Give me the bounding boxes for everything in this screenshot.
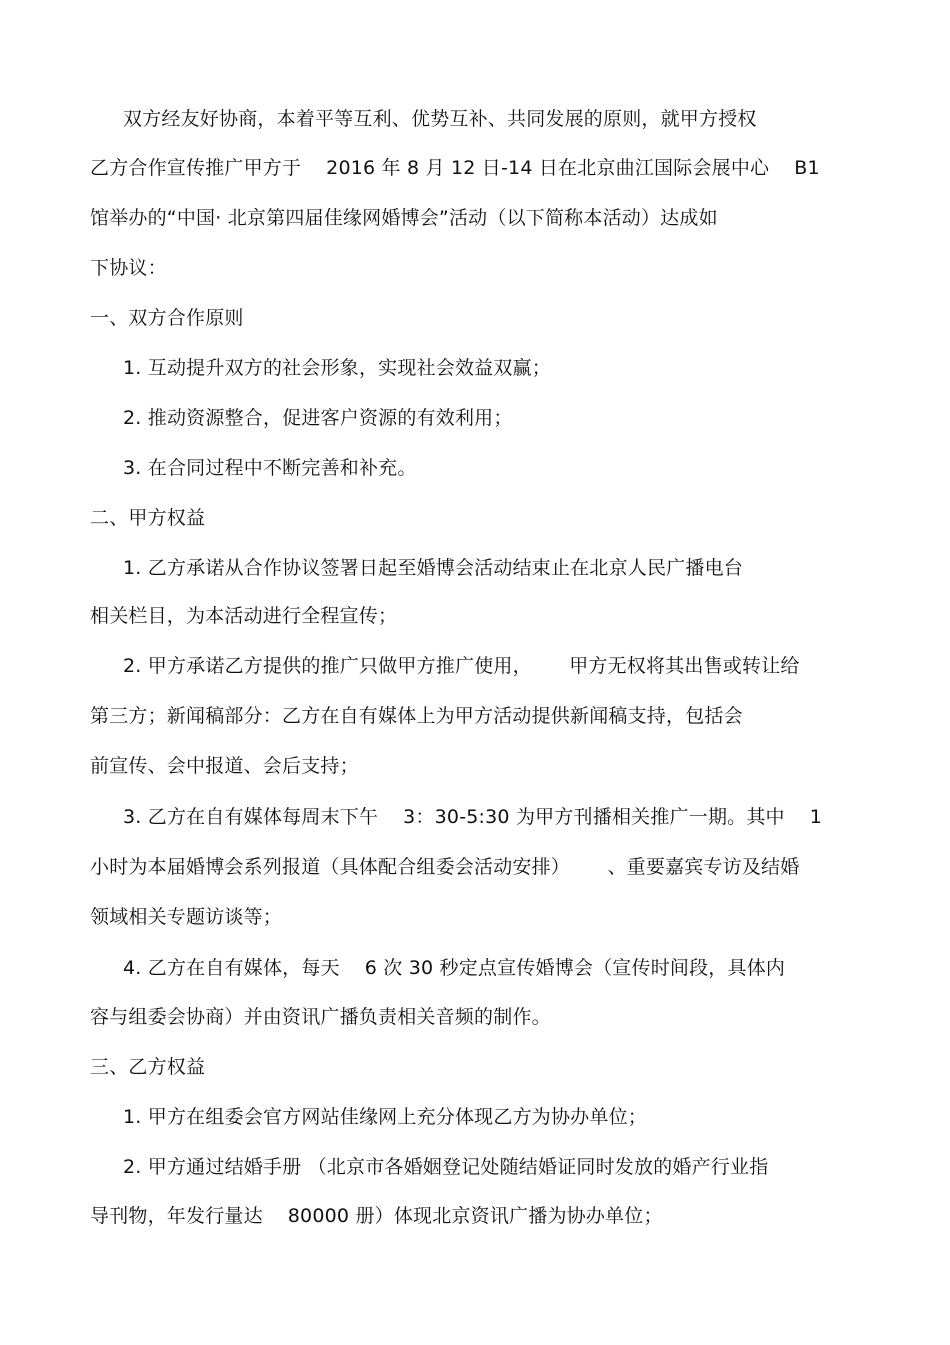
section-2-item-4-line-1: 4. 乙方在自有媒体，每天 6 次 30 秒定点宣传婚博会（宣传时间段，具体内 <box>123 957 786 979</box>
section-2-item-3-line-2: 小时为本届婚博会系列报道（具体配合组委会活动安排） 、重要嘉宾专访及结婚 <box>90 856 800 878</box>
section-1-item-1: 1. 互动提升双方的社会形象，实现社会效益双赢； <box>123 357 551 379</box>
intro-line-2: 乙方合作宣传推广甲方于 2016 年 8 月 12 日-14 日在北京曲江国际会展中心 B1 <box>90 157 820 179</box>
section-2-item-2-line-3: 前宣传、会中报道、会后支持； <box>90 755 359 777</box>
section-2-item-2-line-2: 第三方；新闻稿部分：乙方在自有媒体上为甲方活动提供新闻稿支持，包括会 <box>90 705 743 727</box>
section-3-item-2-line-1: 2. 甲方通过结婚手册 （北京市各婚姻登记处随结婚证同时发放的婚产行业指 <box>123 1156 769 1178</box>
section-2-item-4-line-2: 容与组委会协商）并由资讯广播负责相关音频的制作。 <box>90 1006 551 1028</box>
section-1-heading: 一、双方合作原则 <box>90 307 244 329</box>
intro-line-1: 双方经友好协商，本着平等互利、优势互补、共同发展的原则，就甲方授权 <box>123 108 757 130</box>
section-1-item-3: 3. 在合同过程中不断完善和补充。 <box>123 457 417 479</box>
section-2-item-1-line-1: 1. 乙方承诺从合作协议签署日起至婚博会活动结束止在北京人民广播电台 <box>123 557 743 579</box>
section-2-item-3-line-3: 领域相关专题访谈等； <box>90 906 283 928</box>
section-2-item-1-line-2: 相关栏目，为本活动进行全程宣传； <box>90 605 398 627</box>
section-2-heading: 二、甲方权益 <box>90 507 206 529</box>
section-3-item-2-line-2: 导刊物，年发行量达 80000 册）体现北京资讯广播为协办单位； <box>90 1205 663 1227</box>
intro-line-4: 下协议： <box>90 257 167 279</box>
intro-line-3: 馆举办的“中国· 北京第四届佳缘网婚博会”活动（以下简称本活动）达成如 <box>90 207 718 229</box>
section-2-item-3-line-1: 3. 乙方在自有媒体每周末下午 3：30-5:30 为甲方刊播相关推广一期。其中 1 <box>123 806 823 828</box>
section-2-item-2-line-1: 2. 甲方承诺乙方提供的推广只做甲方推广使用， 甲方无权将其出售或转让给 <box>123 655 800 677</box>
section-3-heading: 三、乙方权益 <box>90 1056 206 1078</box>
section-3-item-1: 1. 甲方在组委会官方网站佳缘网上充分体现乙方为协办单位； <box>123 1106 647 1128</box>
section-1-item-2: 2. 推动资源整合，促进客户资源的有效利用； <box>123 407 513 429</box>
